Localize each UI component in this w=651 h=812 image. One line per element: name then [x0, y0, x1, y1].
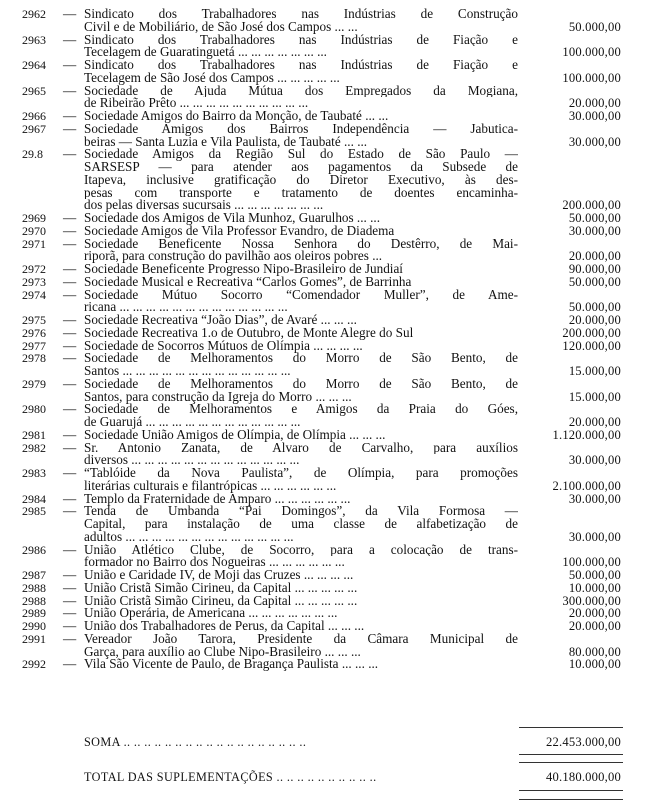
entry-line: Sociedade de Socorros Mútuos de Olímpia ... ... ... ...	[84, 337, 363, 353]
entry-number: 29.8	[22, 147, 43, 162]
entry-number: 2978	[22, 351, 46, 366]
entry-line: Sociedade Beneficente Progresso Nipo-Brasileiro de Jundiaí	[84, 261, 403, 276]
entry-dash: —	[63, 6, 77, 21]
entry-number: 2966	[22, 109, 46, 123]
entry-line: Tenda de Umbanda “Pai Domingos”, da Vila Formosa —	[84, 505, 518, 518]
entry-number: 2970	[22, 223, 46, 238]
total-amount: 40.180.000,00	[545, 770, 621, 784]
entry-line: pesas com transporte e tratamento de doentes encaminha-	[84, 186, 518, 200]
entry-amount: 30.000,00	[568, 109, 621, 123]
entry-amount: 15.000,00	[568, 364, 621, 378]
entry-text	[84, 490, 518, 506]
entry-line: Templo da Fraternidade de Amparo ... ... ... ... ... ...	[84, 490, 351, 506]
entry-line: Sociedade Beneficente Nossa Senhora do Destêrro, de Mai-	[84, 237, 518, 251]
entry-dash: —	[63, 375, 77, 391]
entry-text	[84, 467, 518, 493]
entry-line: Sindicato dos Trabalhadores nas Indústrias de Fiação e	[84, 59, 518, 72]
entry-dash: —	[63, 656, 77, 672]
entry-text	[84, 426, 518, 442]
entry-dash: —	[63, 567, 77, 582]
entry-line: ricana ... ... ... ... ... ... ... ... ... ... ... ... ...	[84, 299, 288, 315]
entry-line: Sociedade Musical e Recreativa “Carlos Gomes”, de Barrinha	[84, 273, 412, 289]
entry-amount: 300.000,00	[562, 593, 621, 608]
entry-dash: —	[63, 541, 77, 557]
entry-line: Sindicato dos Trabalhadores nas Indústrias de Construção	[84, 8, 518, 21]
entry-text	[84, 8, 518, 34]
total-rule-2	[519, 799, 623, 800]
entry-number: 2981	[22, 427, 46, 442]
entry-line: Sociedade Amigos de Vila Professor Evandro, de Diadema	[84, 222, 395, 238]
entry-amount: 30.000,00	[568, 223, 621, 238]
entry-amount: 50.000,00	[568, 568, 621, 582]
entry-line: Sociedade União Amigos de Olímpia, de Olímpia ... ... ...	[84, 426, 386, 442]
entry-amount: 80.000,00	[568, 644, 621, 659]
entry-amount: 100.000,00	[562, 45, 621, 60]
entry-dash: —	[63, 503, 77, 519]
entry-line: SARSESP — para atender aos pagamentos da Subsede de	[84, 161, 518, 174]
entry-line: Vila São Vicente de Paulo, de Bragança Paulista ... ... ...	[84, 656, 379, 672]
entry-line: União e Caridade IV, de Moji das Cruzes ... ... ... ...	[84, 567, 354, 582]
soma-amount: 22.453.000,00	[545, 735, 621, 749]
entry-dash: —	[63, 235, 77, 251]
entry-amount: 50.000,00	[568, 274, 621, 289]
entry-dash: —	[63, 108, 77, 123]
entry-amount: 2.100.000,00	[552, 478, 621, 493]
entry-line: Sociedade de Melhoramentos e Amigos da Praia do Góes,	[84, 403, 518, 416]
entry-text	[84, 620, 518, 633]
entry-number: 2972	[22, 262, 46, 276]
entry-number: 2975	[22, 313, 46, 327]
entry-text	[84, 378, 518, 404]
entry-amount: 20.000,00	[568, 313, 621, 327]
entry-line: União Cristã Simão Cirineu, da Capital ... ... ... ... ...	[84, 579, 358, 595]
entry-number: 2963	[22, 32, 46, 47]
entry-text	[84, 544, 518, 570]
entry-text	[84, 59, 518, 85]
entry-line: Sindicato dos Trabalhadores nas Indústrias de Fiação e	[84, 33, 518, 47]
entry-text	[84, 289, 518, 315]
entry-line: Sociedade de Melhoramentos do Morro de São Bento, de	[84, 377, 518, 391]
entry-dash: —	[63, 579, 77, 595]
entry-number: 2979	[22, 376, 46, 391]
entry-number: 2992	[22, 657, 46, 672]
entry-dash: —	[63, 592, 77, 608]
entry-amount: 100.000,00	[562, 70, 621, 85]
entry-number: 2985	[22, 504, 46, 519]
entry-dash: —	[63, 273, 77, 289]
entry-line: Sociedade dos Amigos de Vila Munhoz, Guarulhos ... ...	[84, 210, 381, 225]
entry-amount: 30.000,00	[568, 491, 621, 506]
entry-amount: 90.000,00	[568, 262, 621, 276]
entry-amount: 20.000,00	[568, 96, 621, 111]
entry-number: 2965	[22, 83, 46, 98]
entry-dash: —	[63, 82, 77, 98]
entry-line: Capital, para instalação de uma classe de alfabetização de	[84, 518, 518, 531]
entry-text	[84, 123, 518, 149]
entry-amount: 1.120.000,00	[552, 427, 621, 442]
entry-dash: —	[63, 146, 77, 162]
entry-line: União Atlético Clube, de Socorro, para a colocação de trans-	[84, 543, 518, 557]
entry-dash: —	[63, 605, 77, 621]
entry-text	[84, 222, 518, 238]
entry-amount: 20.000,00	[568, 249, 621, 264]
entry-text	[84, 85, 518, 111]
entry-number: 2971	[22, 236, 46, 251]
entry-dash: —	[63, 401, 77, 417]
entry-dash: —	[63, 324, 77, 340]
entry-line: União Operária, de Americana ... ... ... ... ... ... ...	[84, 605, 338, 621]
entry-number: 2986	[22, 542, 46, 557]
entry-dash: —	[63, 618, 77, 633]
entry-line: Sr. Antonio Zanata, de Alvaro de Carvalho, para auxílios	[84, 441, 518, 455]
soma-bottom-rule	[519, 754, 623, 755]
entry-amount: 100.000,00	[562, 555, 621, 570]
entry-line: adultos ... ... ... ... ... ... ... ... ... ... ... ... ...	[84, 528, 294, 544]
entry-dash: —	[63, 337, 77, 353]
entry-number: 2967	[22, 121, 46, 136]
entry-number: 2989	[22, 606, 46, 621]
entry-dash: —	[63, 490, 77, 506]
entry-dash: —	[63, 439, 77, 455]
entry-text	[84, 442, 518, 468]
entry-amount: 50.000,00	[568, 211, 621, 225]
entry-line: Santos, para construção da Igreja do Morro ... ... ...	[84, 388, 352, 404]
entry-amount: 20.000,00	[568, 415, 621, 429]
entry-amount: 10.000,00	[568, 580, 621, 595]
entry-amount: 15.000,00	[568, 389, 621, 404]
entry-text	[84, 352, 518, 378]
entry-line: Garça, para auxílio ao Clube Nipo-Brasileiro ... ... ...	[84, 643, 361, 659]
entry-amount: 50.000,00	[568, 300, 621, 315]
entry-number: 2988	[22, 580, 46, 595]
entry-line: “Tablóide da Nova Paulista”, de Olímpia, para promoções	[84, 467, 518, 480]
entry-dash: —	[63, 120, 77, 136]
entry-line: Tecelagem de São José dos Campos ... ... ... ... ...	[84, 69, 340, 85]
total-label: TOTAL DAS SUPLEMENTAÇÕES .. .. .. .. .. .. .. .. .. ..	[84, 770, 377, 784]
entry-line: Sociedade Amigos dos Bairros Independência — Jabutica-	[84, 122, 518, 136]
entry-amount: 120.000,00	[562, 338, 621, 353]
entry-dash: —	[63, 286, 77, 302]
entry-line: formador no Bairro dos Nogueiras ... ... ... ... ... ...	[84, 554, 345, 570]
entry-text	[84, 505, 518, 543]
entry-text	[84, 34, 518, 60]
entry-dash: —	[63, 426, 77, 442]
entry-number: 2983	[22, 466, 46, 480]
entry-line: de Ribeirão Prêto ... ... ... ... ... ... ... ... ... ...	[84, 95, 309, 111]
entry-amount: 200.000,00	[562, 325, 621, 340]
entry-amount: 20.000,00	[568, 619, 621, 633]
entry-dash: —	[63, 350, 77, 366]
entry-number: 2987	[22, 568, 46, 582]
entry-number: 2980	[22, 402, 46, 417]
entry-text	[84, 403, 518, 429]
entry-dash: —	[63, 630, 77, 646]
entry-line: Santos ... ... ... ... ... ... ... ... ... ... ... ... ...	[84, 363, 291, 378]
entry-dash: —	[63, 465, 77, 480]
entry-amount: 30.000,00	[568, 529, 621, 544]
entry-number: 2973	[22, 274, 46, 289]
total-top-rule	[519, 762, 623, 763]
entry-line: diversos ... ... ... ... ... ... ... ... ... ... ... ... ...	[84, 452, 300, 468]
entry-number: 2988	[22, 593, 46, 608]
entry-line: Tecelagem de Guaratinguetá ... ... ... ... ... ... ...	[84, 44, 327, 60]
entry-amount: 30.000,00	[568, 453, 621, 468]
entry-line: Sociedade Amigos da Região Sul do Estado de São Paulo —	[84, 148, 518, 161]
entry-number: 2977	[22, 338, 46, 353]
entry-text	[84, 658, 518, 671]
entry-dash: —	[63, 210, 77, 225]
entry-line: Sociedade Recreativa 1.o de Outubro, de Monte Alegre do Sul	[84, 324, 414, 340]
entry-line: Sociedade Mútuo Socorro “Comendador Muller”, de Ame-	[84, 288, 518, 302]
entry-line: literárias culturais e filantrópicas ... ... ... ... ... ...	[84, 477, 337, 493]
entry-line: Civil e de Mobiliário, de São José dos Campos ... ...	[84, 18, 358, 34]
entry-text	[84, 337, 518, 353]
entry-amount: 10.000,00	[568, 657, 621, 672]
entry-line: Sociedade Recreativa “João Dias”, de Avaré ... ... ...	[84, 312, 357, 327]
entry-line: União dos Trabalhadores de Perus, da Capital ... ... ...	[84, 618, 365, 633]
entry-line: Sociedade Amigos do Bairro da Monção, de Taubaté ... ...	[84, 108, 389, 123]
entry-line: Sociedade de Melhoramentos do Morro de São Bento, de	[84, 352, 518, 365]
entry-dash: —	[63, 57, 77, 72]
entry-text	[84, 633, 518, 659]
entry-line: União Cristã Simão Cirineu, da Capital ... ... ... ... ...	[84, 592, 358, 608]
entry-number: 2974	[22, 287, 46, 302]
entry-dash: —	[63, 312, 77, 327]
entry-line: Sociedade de Ajuda Mútua dos Empregados da Mogiana,	[84, 84, 518, 98]
entry-number: 2962	[22, 7, 46, 21]
soma-label: SOMA .. .. .. .. .. .. .. .. .. .. .. .. .. .. .. .. .. ..	[84, 735, 307, 749]
entry-text	[84, 148, 518, 212]
entry-amount: 50.000,00	[568, 19, 621, 34]
entry-number: 2976	[22, 325, 46, 340]
soma-top-rule	[519, 727, 623, 728]
entry-number: 2990	[22, 619, 46, 633]
entry-number: 2984	[22, 491, 46, 506]
entry-number: 2969	[22, 211, 46, 225]
entry-text	[84, 238, 518, 264]
entry-dash: —	[63, 261, 77, 276]
entry-amount: 200.000,00	[562, 198, 621, 213]
entry-line: dos pelas diversas sucursais ... ... ... ... ... ... ...	[84, 197, 324, 213]
entry-number: 2964	[22, 58, 46, 72]
entry-number: 2982	[22, 440, 46, 455]
entry-text	[84, 110, 518, 123]
entry-number: 2991	[22, 631, 46, 646]
entry-line: beiras — Santa Luzia e Vila Paulista, de Taubaté ... ...	[84, 133, 368, 149]
entry-amount: 30.000,00	[568, 134, 621, 149]
entry-line: Vereador João Tarora, Presidente da Câmara Municipal de	[84, 632, 518, 646]
entry-dash: —	[63, 222, 77, 238]
entry-dash: —	[63, 31, 77, 47]
entry-line: riporã, para construção do pavilhão aos oleiros pobres ...	[84, 248, 383, 264]
entry-amount: 20.000,00	[568, 606, 621, 621]
entry-line: Itapeva, inclusive gratificação do Diretor Executivo, às des-	[84, 173, 518, 187]
entry-line: de Guarujá ... ... ... ... ... ... ... ... ... ... ... ...	[84, 414, 301, 429]
entry-text	[84, 273, 518, 289]
total-rule-1	[519, 790, 623, 791]
